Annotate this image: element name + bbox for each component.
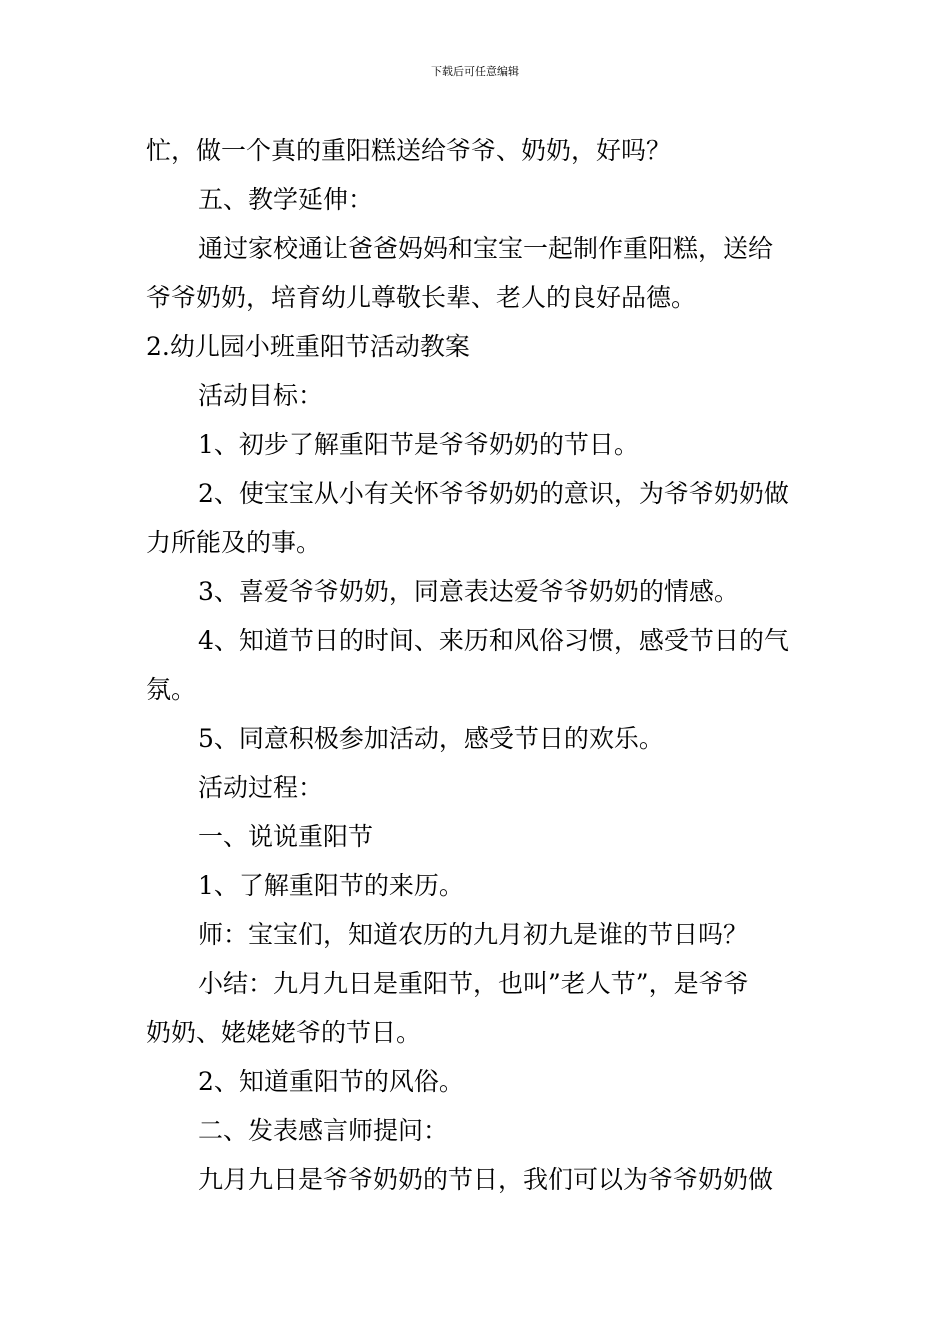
page-header: [0, 64, 950, 80]
text-line: 小结：九月九日是重阳节，也叫”老人节”，是爷爷: [198, 969, 749, 998]
text-line: 一、说说重阳节: [198, 822, 374, 851]
text-line: 爷爷奶奶，培育幼儿尊敬长辈、老人的良好品德。: [146, 283, 697, 312]
text-line: 师：宝宝们，知道农历的九月初九是谁的节日吗？: [198, 920, 749, 949]
text-line: 2、知道重阳节的风俗。: [198, 1067, 464, 1096]
header-note: 下载后可任意编辑: [431, 65, 519, 78]
text-line: 氛。: [146, 675, 197, 704]
text-line: 活动目标：: [198, 381, 324, 410]
text-line: 通过家校通让爸爸妈妈和宝宝一起制作重阳糕，送给: [198, 234, 774, 263]
text-line: 奶奶、姥姥姥爷的节日。: [146, 1018, 422, 1047]
text-line: 活动过程：: [198, 773, 324, 802]
text-line: 2、使宝宝从小有关怀爷爷奶奶的意识，为爷爷奶奶做: [198, 479, 789, 508]
document-body: [146, 126, 806, 1204]
text-line: 九月九日是爷爷奶奶的节日，我们可以为爷爷奶奶做: [198, 1165, 774, 1194]
text-line: 二、发表感言师提问：: [198, 1116, 449, 1145]
text-line: 1、了解重阳节的来历。: [198, 871, 464, 900]
text-line: 五、教学延伸：: [198, 185, 374, 214]
text-line: 2.幼儿园小班重阳节活动教案: [146, 332, 470, 361]
text-line: 3、喜爱爷爷奶奶，同意表达爱爷爷奶奶的情感。: [198, 577, 739, 606]
text-line: 力所能及的事。: [146, 528, 322, 557]
text-line: 4、知道节日的时间、来历和风俗习惯，感受节日的气: [198, 626, 789, 655]
text-line: 5、同意积极参加活动，感受节日的欢乐。: [198, 724, 664, 753]
text-line: 1、初步了解重阳节是爷爷奶奶的节日。: [198, 430, 639, 459]
text-line: 忙，做一个真的重阳糕送给爷爷、奶奶，好吗？: [146, 136, 672, 165]
